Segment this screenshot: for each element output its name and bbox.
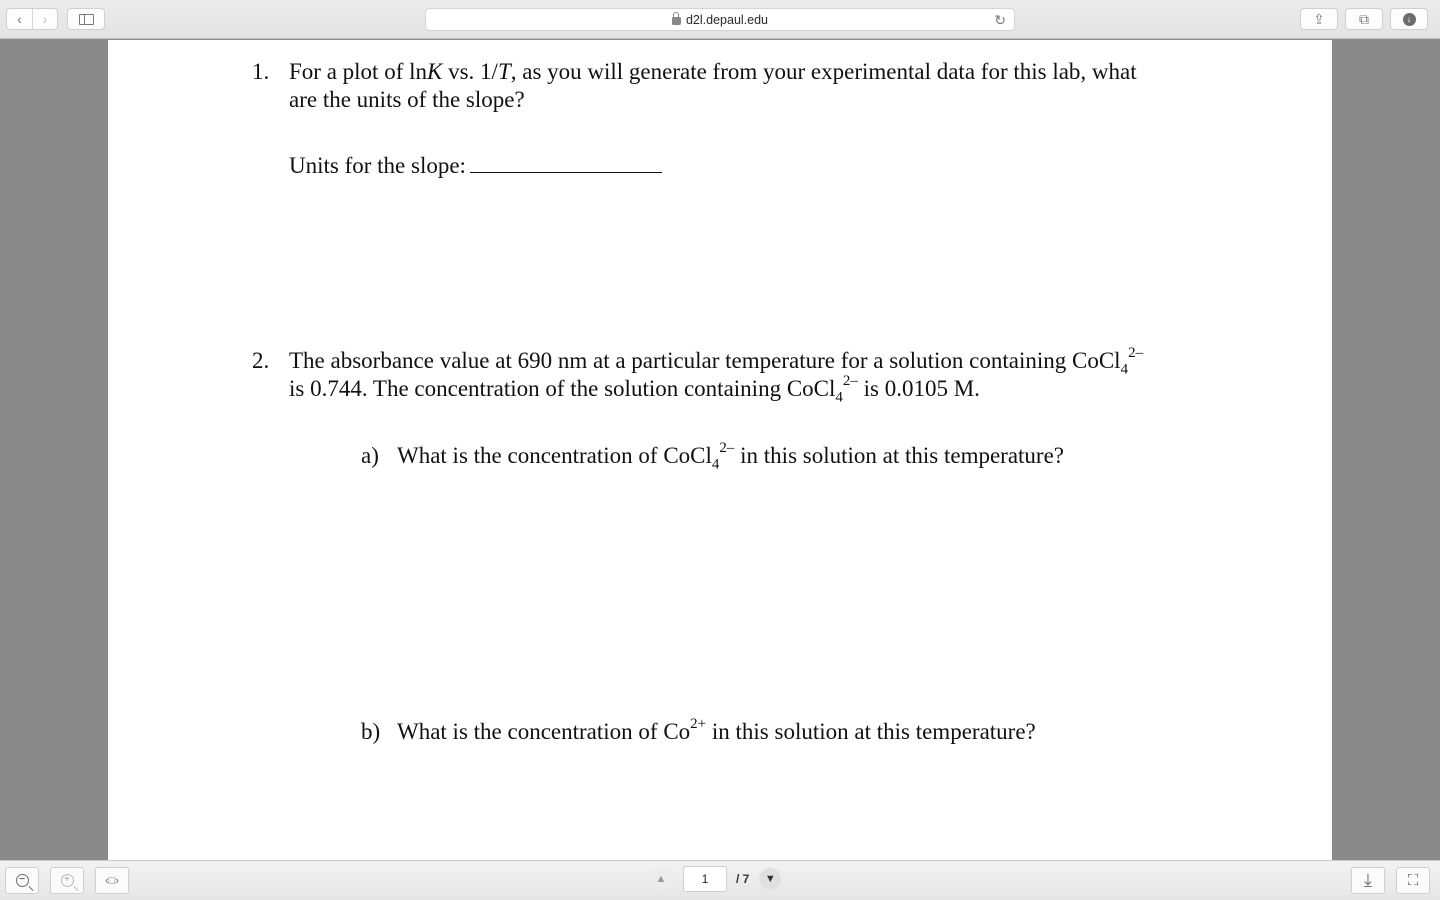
fullscreen-button[interactable] — [1396, 867, 1430, 894]
share-button[interactable] — [1300, 8, 1338, 30]
previous-page-icon[interactable]: ▲ — [650, 868, 672, 890]
fit-width-icon: ‹□› — [105, 874, 119, 887]
next-page-icon[interactable]: ▼ — [759, 868, 781, 890]
lock-icon — [672, 17, 681, 25]
chevron-left-icon[interactable]: ‹ — [17, 11, 22, 27]
part-b-label: b) — [361, 719, 381, 744]
fullscreen-icon: ⛶ — [1407, 872, 1419, 889]
url-text: d2l.depaul.edu — [685, 12, 769, 27]
show-tabs-button[interactable] — [1345, 8, 1383, 30]
downloads-button[interactable] — [1390, 8, 1428, 30]
pdf-page — [108, 40, 1332, 860]
download-icon: ↓ — [1403, 13, 1416, 26]
sidebar-icon — [79, 14, 94, 25]
question-1-line-1: For a plot of lnK vs. 1/T, as you will generate from your experimental data for this lab, what — [289, 59, 1137, 84]
save-download-icon: ⤓ — [1364, 870, 1372, 890]
slope-answer-label: Units for the slope: — [289, 153, 466, 178]
zoom-in-icon: + — [61, 874, 74, 887]
question-1-line-2: are the units of the slope? — [289, 87, 525, 112]
tabs-icon: ⧉ — [1359, 10, 1369, 27]
question-1-text — [289, 58, 1289, 114]
zoom-in-button[interactable] — [50, 867, 84, 894]
chevron-right-icon[interactable]: › — [32, 9, 57, 29]
part-b-text: What is the concentration of $Co^{2+}$ in this solution at this temperature? — [397, 716, 1036, 744]
question-2-number: 2. — [252, 348, 270, 373]
slope-answer-row — [289, 151, 662, 180]
fit-page-button[interactable] — [95, 867, 129, 894]
question-2-text — [289, 345, 1299, 406]
slope-answer-blank[interactable] — [470, 151, 662, 173]
address-bar[interactable] — [425, 8, 1015, 31]
page-navigator — [650, 865, 781, 893]
zoom-out-icon: − — [16, 874, 29, 887]
part-a-label: a) — [361, 443, 379, 468]
nav-buttons — [6, 8, 58, 30]
zoom-out-button[interactable] — [5, 867, 39, 894]
share-icon: ⇪ — [1313, 10, 1325, 27]
page-total: / 7 — [736, 872, 750, 886]
save-pdf-button[interactable] — [1351, 867, 1385, 894]
part-a-text: What is the concentration of CoCl$_4^{2-}$ in this solution at this temperature? — [397, 440, 1065, 473]
browser-toolbar — [0, 0, 1440, 39]
question-2-line-1: The absorbance value at 690 nm at a particular temperature for a solution containing CoCl$_4^{2-}$ — [289, 345, 1144, 378]
page-number-input[interactable] — [683, 866, 727, 892]
question-1-number: 1. — [252, 59, 270, 84]
sidebar-button[interactable] — [67, 8, 105, 30]
question-2-line-2: is 0.744. The concentration of the solution containing CoCl$_4^{2-}$ is 0.0105 M. — [289, 373, 980, 406]
reload-icon[interactable]: ↻ — [994, 12, 1006, 28]
